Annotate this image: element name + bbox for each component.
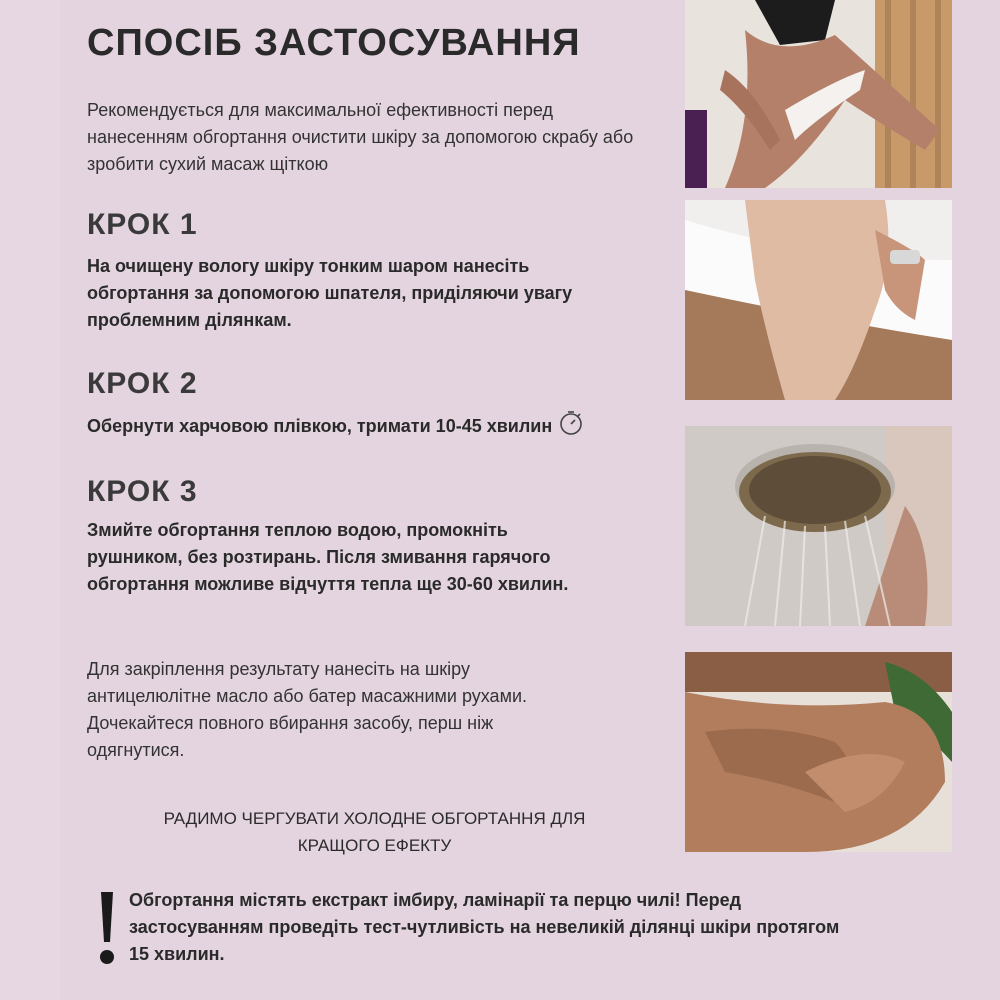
warning-line: застосуванням проведіть тест-чутливість на невеликій ділянці шкіри протягом [129, 917, 840, 937]
recommendation-line: РАДИМО ЧЕРГУВАТИ ХОЛОДНЕ ОБГОРТАННЯ ДЛЯ [163, 809, 586, 828]
recommendation-line: КРАЩОГО ЕФЕКТУ [297, 836, 452, 855]
step-3-line: Змийте обгортання теплою водою, промокніть [87, 520, 508, 540]
recommendation-text [87, 805, 662, 859]
step-2-title: КРОК 2 [87, 367, 198, 400]
warning-text [129, 887, 929, 968]
exclamation-icon [92, 890, 122, 968]
page-title: СПОСІБ ЗАСТОСУВАННЯ [87, 22, 581, 64]
step-1-text [87, 253, 657, 334]
step-1-line: обгортання за допомогою шпателя, приділяючи увагу [87, 283, 573, 303]
step-1-line: проблемним ділянкам. [87, 310, 292, 330]
aftercare-line: одягнутися. [87, 740, 185, 760]
step-1-line: На очищену вологу шкіру тонким шаром нанесіть [87, 256, 530, 276]
step-1-title: КРОК 1 [87, 208, 198, 241]
aftercare-line: антицелюлітне масло або батер масажними рухами. [87, 686, 527, 706]
stopwatch-icon [558, 410, 584, 444]
photo-shower [685, 426, 952, 626]
warning-line: Обгортання містять екстракт імбиру, ламінарії та перцю чилі! Перед [129, 890, 742, 910]
intro-text: Рекомендується для максимальної ефективності перед нанесенням обгортання очистити шкіру за допомогою скрабу або зробити сухий масаж щіткою [87, 100, 634, 174]
warning-line: 15 хвилин. [129, 944, 225, 964]
step-2-line: Обернути харчовою плівкою, тримати 10-45 хвилин [87, 415, 553, 436]
aftercare-line: Для закріплення результату нанесіть на шкіру [87, 659, 470, 679]
step-3-line: обгортання можливе відчуття тепла ще 30-60 хвилин. [87, 574, 569, 594]
photo-film-wrap [685, 200, 952, 400]
step-2-text [87, 410, 657, 444]
page-left-band [0, 0, 60, 1000]
aftercare-line: Дочекайтеся повного вбирання засобу, перш ніж [87, 713, 494, 733]
step-3-line: рушником, без розтирань. Після змивання гарячого [87, 547, 551, 567]
photo-applying-wrap [685, 0, 952, 188]
step-3-text [87, 517, 657, 598]
photo-massage [685, 652, 952, 852]
aftercare-text [87, 656, 587, 764]
step-3-title: КРОК 3 [87, 475, 198, 508]
